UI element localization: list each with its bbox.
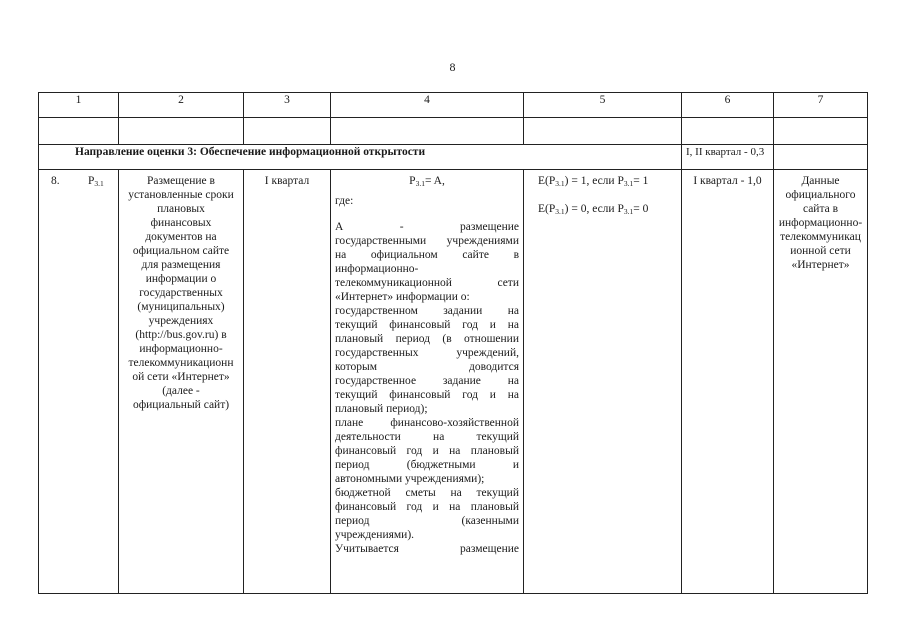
section-row — [39, 145, 868, 170]
formula-last-line: Учитывается размещение — [335, 543, 519, 555]
column-header: 6 — [682, 93, 774, 118]
blank-cell — [331, 118, 524, 145]
indicator-description: Размещение в установленные сроки плановых финансовых документов на официальном сайте для размещения информации о государственных (муниципальных) учреждениях (http://bus.gov.ru) в информационно- телекоммуникационн ой сети «Интернет» (далее - официальный сайт) — [119, 170, 244, 594]
indicator-formula: $P_{3.1}= A$, где: А - размещение государственными учреждениями на официальном сайте в информационно- телекоммуникационной сети «Интернет» информации о: государственном задании на текущий финансовый год и на плановый период (в отношении государственных учреждений, которым доводится государственное задание на текущий финансовый год и на плановый период); плане финансово-хозяйственной деятельности на текущий финансовый год и на плановый период (бюджетными и автономными учреждениями); бюджетной сметы на текущий финансовый год и на плановый период (казенными учреждениями). Учитывается размещение — [331, 170, 524, 594]
column-header: 7 — [774, 93, 868, 118]
indicator-code: $P_{3.1}$ — [88, 175, 104, 188]
column-header: 4 — [331, 93, 524, 118]
section-title: Направление оценки 3: Обеспечение информационной открытости — [39, 145, 682, 170]
indicator-values — [524, 170, 682, 594]
indicator-number: 8. — [51, 175, 60, 187]
blank-cell — [119, 118, 244, 145]
blank-cell — [244, 118, 331, 145]
column-header: 2 — [119, 93, 244, 118]
blank-cell — [39, 118, 119, 145]
blank-row — [39, 118, 868, 145]
blank-cell — [524, 118, 682, 145]
column-header: 3 — [244, 93, 331, 118]
indicator-row — [39, 170, 868, 594]
value-condition-2: $E(P_{3.1}) = 0$, если $P_{3.1}= 0$ — [538, 203, 649, 216]
header-row — [39, 93, 868, 118]
blank-cell — [774, 118, 868, 145]
page-number: 8 — [449, 60, 456, 74]
indicator-source: Данные официального сайта в информационно- телекоммуникац ионной сети «Интернет» — [774, 170, 868, 594]
section-score: I, II квартал - 0,3 — [682, 145, 774, 170]
column-header: 5 — [524, 93, 682, 118]
formula-expression: $P_{3.1}= A$, — [409, 175, 445, 188]
indicator-period: I квартал — [244, 170, 331, 594]
indicator-number-cell — [39, 170, 119, 594]
blank-cell — [774, 145, 868, 170]
formula-where: где: — [335, 195, 354, 207]
indicator-score: I квартал - 1,0 — [682, 170, 774, 594]
column-header: 1 — [39, 93, 119, 118]
value-condition-1: $E(P_{3.1}) = 1$, если $P_{3.1}= 1$ — [538, 175, 649, 188]
blank-cell — [682, 118, 774, 145]
formula-definition-lead: А - размещение — [335, 221, 519, 233]
assessment-table — [38, 92, 868, 594]
